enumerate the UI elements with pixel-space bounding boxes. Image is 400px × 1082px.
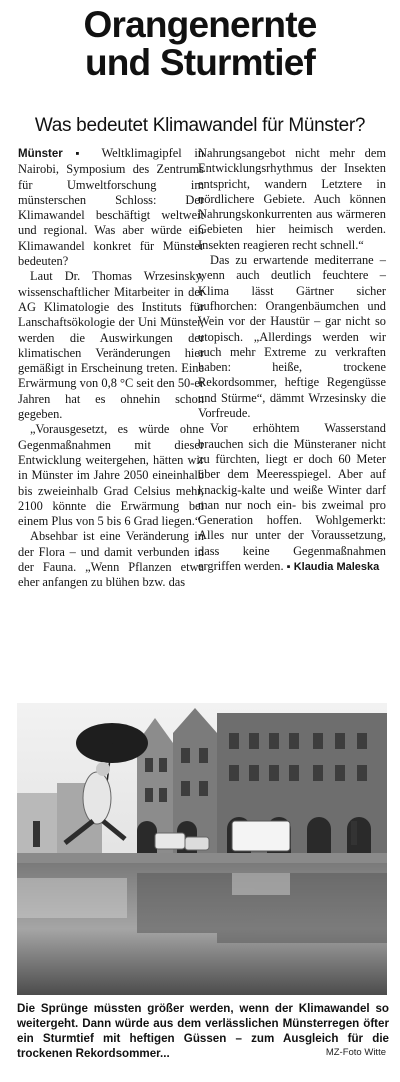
paragraph-7-text: Vor erhöhtem Wasserstand brauchen sich die Münsteraner nicht zu fürchten, liegt er doch 60 Meter über dem Meeresspiegel. Aber auf knackig-kalte und weiße Winter darf man nur noch ein- bis zweimal pro Generation hoffen. Wohlgemerkt: Alles nur unter der Voraussetzung, dass keine Gegenmaßnahmen ergriffen werden.: [198, 421, 386, 574]
article-photo: [17, 703, 387, 995]
bullet-marker: ▪: [75, 148, 90, 160]
photo-credit: MZ-Foto Witte: [325, 1047, 386, 1058]
paragraph-5: Nahrungsangebot nicht mehr dem Entwicklungsrhythmus der Insekten entspricht, wandern Letztere in nördlichere Gebiete. Auch können Nahrungskonkurrenten aus wärmeren Gebieten hier heimisch werden. Insekten reagieren recht schnell.“: [198, 146, 386, 252]
headline-line-2: und Sturmtief: [84, 42, 316, 83]
paragraph-1-text: Weltklimagipfel in Nairobi, Symposium des Zentrums für Umweltforschung im münsterschen Schloss: Der Klimawandel beschäftigt weltweit und regional. Was aber würde ein Klimawandel konkret für Münster bedeuten?: [18, 146, 204, 269]
paragraph-7: [198, 421, 386, 575]
photo-caption: Die Sprünge müssten größer werden, wenn der Klimawandel so weitergeht. Dann würde aus dem verlässlichen Münsterregen öfter ein Sturmtief mit heftigen Güssen – zum Ausgleich für die trockenen Rekordsommer...: [17, 1002, 389, 1060]
paragraph-2: Laut Dr. Thomas Wrzesinsky, wissenschaftlicher Mitarbeiter in der AG Klimatologie des Instituts für Lanschaftsökologie der Uni Münster, werden die Auswirkungen der klimatischen Veränderungen hier gemäßigt in Erscheinung treten. Eine Erwärmung von 0,8 °C seit den 50-er Jahren hat es ohnehin schon gegeben.: [18, 269, 204, 422]
headline-line-1: Orangenernte: [83, 4, 317, 45]
dateline: Münster: [18, 148, 63, 160]
subheadline: Was bedeutet Klimawandel für Münster?: [34, 115, 366, 136]
author-name: Klaudia Maleska: [293, 561, 380, 574]
author-bullet: ▪: [286, 561, 291, 574]
paragraph-6: Das zu erwartende mediterrane – wenn auch deutlich feuchtere – Klima lässt Gärtner sicher aufhorchen: Orangenbäumchen und Wein vor der Haustür – gar nicht so utopisch. „Allerdings werden wir auch mehr Extreme zu verkraften haben: heiße, trockene Rekordsommer, heftige Regengüsse und Stürme“, dämmt Wrzesinsky die Vorfreude.: [198, 253, 386, 421]
headline: [0, 6, 400, 82]
article-column-1: [18, 146, 204, 591]
paragraph-1: [18, 146, 204, 269]
paragraph-4: Absehbar ist eine Veränderung in der Flora – und damit verbunden in der Fauna. „Wenn Pflanzen etwa eher anfangen zu blühen bzw. das: [18, 529, 204, 590]
article-column-2: [198, 146, 386, 575]
paragraph-3: „Vorausgesetzt, es würde ohne Gegenmaßnahmen mit dieser Entwicklung weitergehen, hätten wir in Münster im Jahre 2050 eineinhalb bis zweieinhalb Grad Celsius mehr, 2100 könnte die Erwärmung bei einem Plus von 5 bis 6 Grad liegen.“: [18, 422, 204, 529]
